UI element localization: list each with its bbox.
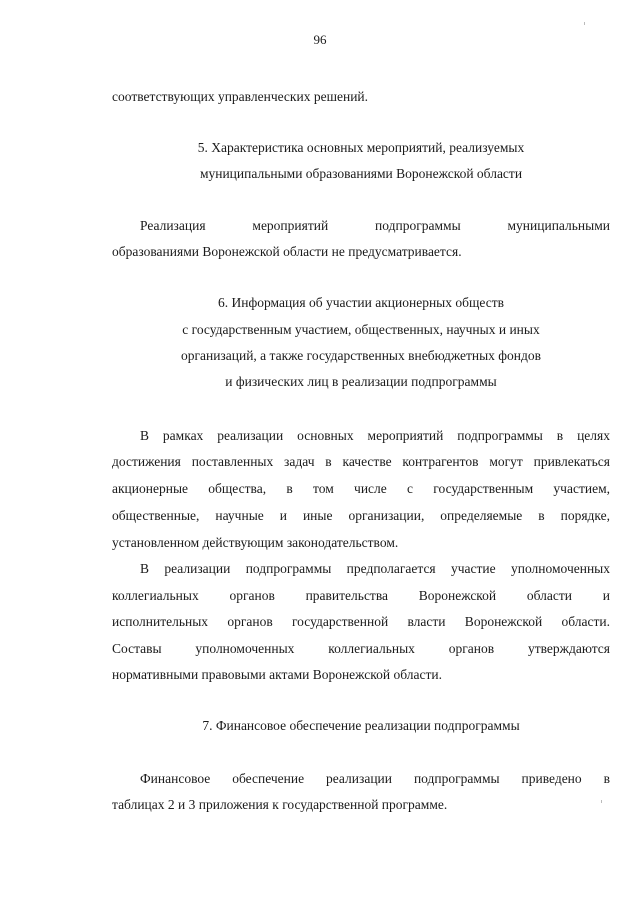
section5-heading-line-1: 5. Характеристика основных мероприятий, реализуемых xyxy=(197,140,525,155)
section6-heading-line-2: с государственным участием, общественных, научных и иных xyxy=(182,322,540,337)
section5-paragraph-line-1: Реализация мероприятий подпрограммы муниципальными xyxy=(140,218,610,233)
section7-paragraph-line-1: Финансовое обеспечение реализации подпрограммы приведено в xyxy=(140,771,610,786)
section6-heading-line-3: организаций, а также государственных внебюджетных фондов xyxy=(180,348,542,363)
section6-p1-line-5: установленном действующим законодательством. xyxy=(112,535,399,550)
section5-heading-line-2: муниципальными образованиями Воронежской области xyxy=(199,166,523,181)
section6-p2-line-5: нормативными правовыми актами Воронежской области. xyxy=(112,667,442,682)
section6-p2-line-2: коллегиальных органов правительства Воронежской области и xyxy=(112,588,610,603)
page-number: 96 xyxy=(313,32,327,47)
section5-paragraph-line-2: образованиями Воронежской области не предусматривается. xyxy=(112,244,462,259)
section6-heading-line-1: 6. Информация об участии акционерных обществ xyxy=(218,295,504,310)
section6-p2-line-4: Составы уполномоченных коллегиальных органов утверждаются xyxy=(112,641,610,656)
section6-p1-line-3: акционерные общества, в том числе с государственным участием, xyxy=(112,481,610,496)
intro-line: соответствующих управленческих решений. xyxy=(112,89,369,104)
section6-p1-line-4: общественные, научные и иные организации, определяемые в порядке, xyxy=(112,508,610,523)
section6-p1-line-2: достижения поставленных задач в качестве контрагентов могут привлекаться xyxy=(112,454,610,469)
section6-p2-line-1: В реализации подпрограммы предполагается участие уполномоченных xyxy=(140,561,610,576)
section7-paragraph-line-2: таблицах 2 и 3 приложения к государственной программе. xyxy=(112,797,448,812)
section6-heading-line-4: и физических лиц в реализации подпрограммы xyxy=(225,374,497,389)
scan-speck xyxy=(584,22,585,25)
section7-heading: 7. Финансовое обеспечение реализации подпрограммы xyxy=(202,718,520,733)
section6-p2-line-3: исполнительных органов государственной власти Воронежской области. xyxy=(112,614,610,629)
scan-speck xyxy=(601,800,602,803)
section6-p1-line-1: В рамках реализации основных мероприятий подпрограммы в целях xyxy=(140,428,610,443)
